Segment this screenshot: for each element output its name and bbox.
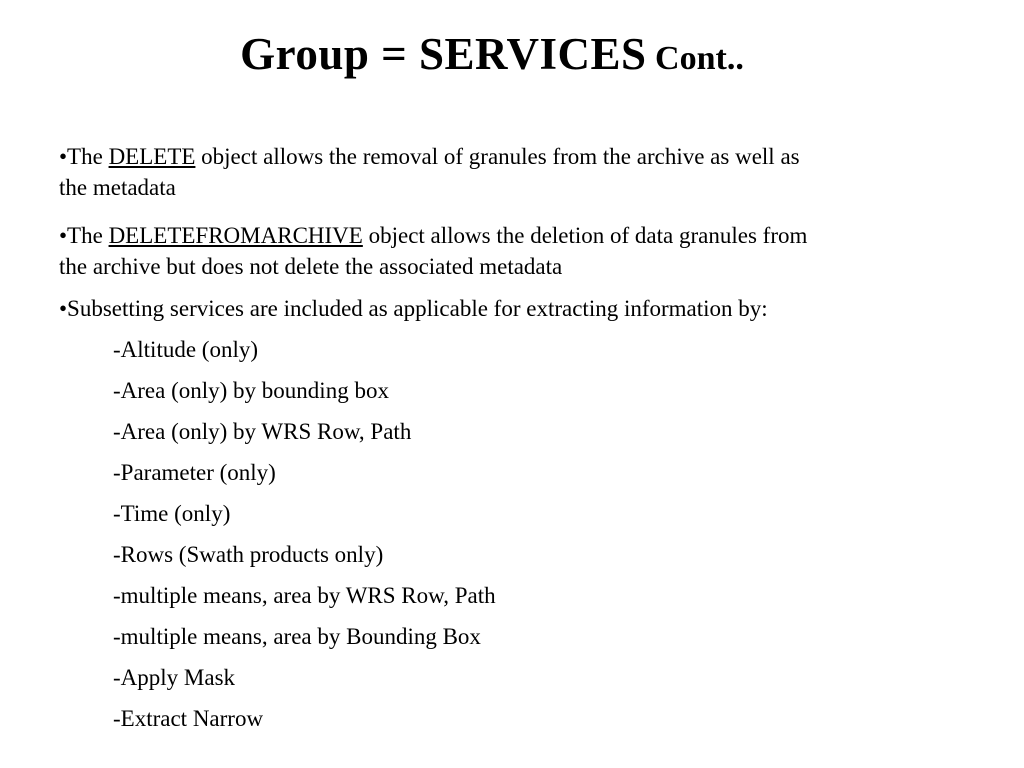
bullet-line [59, 220, 1008, 251]
bullet-line-wrap: the metadata [59, 175, 176, 200]
list-item-area-wrs: -Area (only) by WRS Row, Path [113, 419, 412, 444]
slide-title-suffix: Cont.. [646, 40, 744, 77]
list-item-apply-mask: -Apply Mask [113, 665, 236, 690]
list-item-time: -Time (only) [113, 501, 231, 526]
slide-body [59, 141, 1008, 744]
bullet-text-pre: •Subsetting services are included as applicable for extracting information by: [59, 296, 768, 321]
bullet-text-post: object allows the removal of granules from the archive as well as [195, 144, 800, 169]
bullet-text-post: object allows the deletion of data granules from [362, 223, 808, 248]
list-item-extract-narrow: -Extract Narrow [113, 706, 264, 731]
bullet-line-wrap: the archive but does not delete the associated metadata [59, 254, 563, 279]
bullet-text-pre: •The [59, 223, 109, 248]
list-item-area-bounding-box: -Area (only) by bounding box [113, 378, 389, 403]
bullet-paragraph-subsetting [59, 293, 1008, 324]
bullet-paragraph-deletefromarchive [59, 220, 1008, 282]
slide-title-main: Group = SERVICES [240, 29, 647, 79]
list-item-multiple-bounding-box: -multiple means, area by Bounding Box [113, 624, 481, 649]
bullet-text-pre: •The [59, 144, 109, 169]
bullet-paragraph-delete [59, 141, 1008, 203]
subsetting-options-list [59, 334, 1008, 734]
bullet-keyword-underlined: DELETEFROMARCHIVE [108, 223, 363, 248]
list-item-altitude: -Altitude (only) [113, 337, 258, 362]
slide-title [0, 22, 1024, 97]
bullet-line [59, 141, 1008, 172]
list-item-rows-swath: -Rows (Swath products only) [113, 542, 384, 567]
list-item-parameter: -Parameter (only) [113, 460, 276, 485]
bullet-line [59, 293, 1008, 324]
bullet-keyword-underlined: DELETE [108, 144, 196, 169]
list-item-multiple-wrs: -multiple means, area by WRS Row, Path [113, 583, 496, 608]
